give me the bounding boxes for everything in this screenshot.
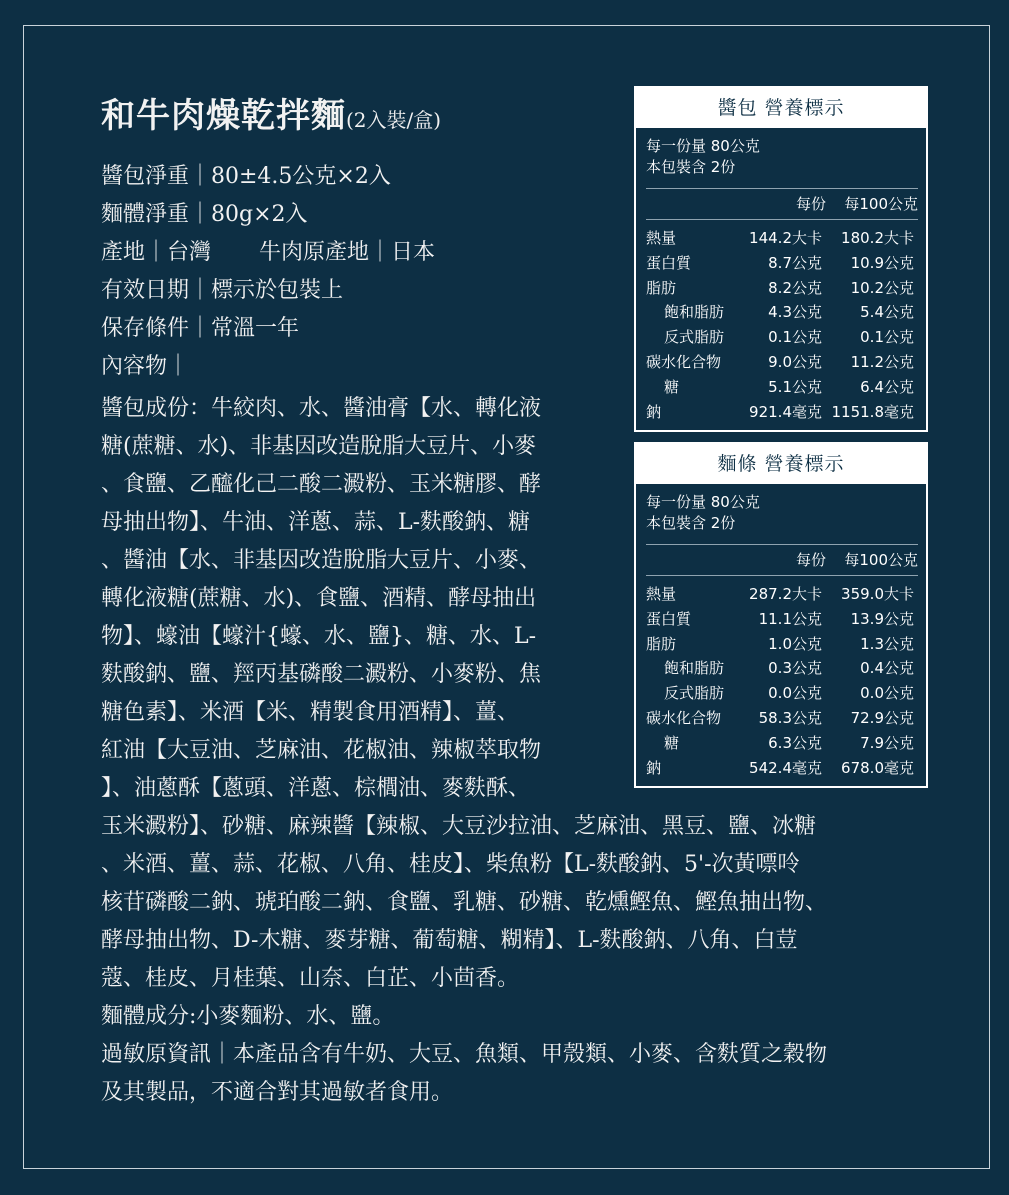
nutrition-row bbox=[646, 731, 918, 756]
nutrition-row bbox=[646, 607, 918, 632]
per-100g-value: 678.0毫克 bbox=[841, 758, 914, 777]
per-serving-value: 6.3公克 bbox=[768, 733, 822, 752]
sauce-nutrition-panel bbox=[634, 86, 928, 432]
ingredient-line: 酵母抽出物、D-木糖、麥芽糖、葡萄糖、糊精】、L-麩酸鈉、八角、白荳 bbox=[101, 928, 798, 953]
col-per-100g: 每100公克 bbox=[844, 195, 918, 213]
column-header bbox=[646, 544, 918, 576]
nutrition-row bbox=[646, 276, 918, 301]
nutrition-row bbox=[646, 375, 918, 400]
per-100g-value: 5.4公克 bbox=[860, 303, 914, 322]
ingredient-line: 】、油蔥酥【蔥頭、洋蔥、棕櫚油、麥麩酥、 bbox=[101, 776, 531, 801]
product-name: 和牛肉燥乾拌麵 bbox=[101, 96, 346, 136]
nutrition-row bbox=[646, 350, 918, 375]
nutrient-label: 飽和脂肪 bbox=[664, 659, 725, 678]
nutrition-row bbox=[646, 325, 918, 350]
col-per-100g: 每100公克 bbox=[844, 551, 918, 569]
per-serving-value: 0.0公克 bbox=[768, 684, 822, 703]
per-serving-value: 8.2公克 bbox=[768, 278, 822, 297]
per-serving-value: 921.4毫克 bbox=[749, 402, 822, 421]
ingredient-line: 糖(蔗糖、水)、非基因改造脫脂大豆片、小麥 bbox=[101, 434, 537, 459]
col-per-serving: 每份 bbox=[795, 551, 826, 569]
nutrient-label: 熱量 bbox=[646, 229, 677, 247]
nutrient-label: 飽和脂肪 bbox=[664, 303, 725, 322]
ingredient-line: 麩酸鈉、鹽、羥丙基磷酸二澱粉、小麥粉、焦 bbox=[101, 662, 542, 687]
nutrient-label: 鈉 bbox=[646, 402, 662, 421]
panel-body bbox=[636, 484, 926, 786]
ingredient-line: 轉化液糖(蔗糖、水)、食鹽、酒精、酵母抽出 bbox=[101, 586, 537, 611]
servings-per-pack: 本包裝含 2份 bbox=[646, 158, 736, 176]
ingredient-line: 物】、蠔油【蠔汁{蠔、水、鹽}、糖、水、L- bbox=[101, 624, 537, 649]
noodle-nutrition-panel bbox=[634, 442, 928, 788]
per-100g-value: 1151.8毫克 bbox=[831, 402, 914, 421]
noodle-net-weight: 麵體淨重｜80g×2入 bbox=[101, 202, 308, 227]
ingredient-line: 、米酒、薑、蒜、花椒、八角、桂皮】、柴魚粉【L-麩酸鈉、5'-次黃嘌呤 bbox=[101, 852, 800, 877]
per-100g-value: 1.3公克 bbox=[860, 634, 914, 653]
nutrient-label: 鈉 bbox=[646, 758, 662, 777]
per-serving-value: 542.4毫克 bbox=[749, 758, 822, 777]
nutrition-rows bbox=[646, 576, 918, 780]
sauce-ingredients-narrow bbox=[101, 390, 621, 808]
per-100g-value: 10.2公克 bbox=[850, 278, 914, 297]
per-serving-value: 4.3公克 bbox=[768, 303, 822, 322]
origin-line bbox=[101, 234, 435, 272]
origin: 產地｜台灣 bbox=[101, 240, 212, 265]
nutrition-row bbox=[646, 400, 918, 425]
ingredient-line: 、醬油【水、非基因改造脫脂大豆片、小麥、 bbox=[101, 548, 542, 573]
nutrient-label: 蛋白質 bbox=[646, 253, 692, 272]
per-serving-value: 0.3公克 bbox=[768, 659, 822, 678]
panel-title: 麵條 營養標示 bbox=[636, 444, 926, 484]
expiry-date: 有效日期｜標示於包裝上 bbox=[101, 278, 344, 303]
nutrition-row bbox=[646, 756, 918, 781]
nutrient-label: 反式脂肪 bbox=[664, 684, 725, 703]
per-100g-value: 10.9公克 bbox=[850, 253, 914, 272]
ingredient-line: 核苷磷酸二鈉、琥珀酸二鈉、食鹽、乳糖、砂糖、乾燻鰹魚、鰹魚抽出物、 bbox=[101, 890, 828, 915]
nutrition-row bbox=[646, 226, 918, 251]
per-serving-value: 0.1公克 bbox=[768, 328, 822, 347]
panel-body bbox=[636, 128, 926, 430]
per-100g-value: 0.1公克 bbox=[860, 328, 914, 347]
column-header bbox=[646, 188, 918, 220]
per-serving-value: 11.1公克 bbox=[758, 609, 822, 628]
nutrition-row bbox=[646, 656, 918, 681]
contents-label: 內容物｜ bbox=[101, 354, 190, 379]
nutrient-label: 脂肪 bbox=[646, 278, 677, 297]
nutrient-label: 蛋白質 bbox=[646, 609, 692, 628]
per-serving-value: 9.0公克 bbox=[768, 352, 822, 371]
per-100g-value: 11.2公克 bbox=[850, 352, 914, 371]
per-100g-value: 359.0大卡 bbox=[841, 585, 914, 603]
nutrition-row bbox=[646, 632, 918, 657]
per-serving-value: 58.3公克 bbox=[758, 708, 822, 727]
serving-size: 每一份量 80公克 bbox=[646, 137, 760, 155]
nutrient-label: 糖 bbox=[664, 733, 680, 752]
per-100g-value: 72.9公克 bbox=[850, 708, 914, 727]
nutrient-label: 脂肪 bbox=[646, 634, 677, 653]
nutrient-label: 熱量 bbox=[646, 585, 677, 603]
serving-size: 每一份量 80公克 bbox=[646, 493, 760, 511]
per-100g-value: 180.2大卡 bbox=[841, 229, 914, 247]
ingredient-line: 蔻、桂皮、月桂葉、山奈、白芷、小茴香。 bbox=[101, 966, 520, 991]
nutrition-rows bbox=[646, 220, 918, 424]
per-serving-value: 8.7公克 bbox=[768, 253, 822, 272]
nutrition-row bbox=[646, 300, 918, 325]
servings-per-pack: 本包裝含 2份 bbox=[646, 514, 736, 532]
product-pack-size: (2入裝/盒) bbox=[346, 108, 442, 132]
storage-conditions: 保存條件｜常溫一年 bbox=[101, 316, 300, 341]
ingredient-line: 紅油【大豆油、芝麻油、花椒油、辣椒萃取物 bbox=[101, 738, 542, 763]
noodle-ingredients: 麵體成分:小麥麵粉、水、鹽。 bbox=[101, 1004, 395, 1029]
nutrient-label: 碳水化合物 bbox=[646, 708, 722, 727]
ingredient-line: 醬包成份：牛絞肉、水、醬油膏【水、轉化液 bbox=[101, 396, 542, 421]
per-100g-value: 7.9公克 bbox=[860, 733, 914, 752]
nutrition-row bbox=[646, 582, 918, 607]
product-specs bbox=[101, 158, 435, 386]
per-serving-value: 1.0公克 bbox=[768, 634, 822, 653]
ingredient-line: 母抽出物】、牛油、洋蔥、蒜、L-麩酸鈉、糖 bbox=[101, 510, 531, 535]
ingredient-line: 糖色素】、米酒【米、精製食用酒精】、薑、 bbox=[101, 700, 520, 725]
panel-title: 醬包 營養標示 bbox=[636, 88, 926, 128]
nutrient-label: 反式脂肪 bbox=[664, 328, 725, 347]
per-serving-value: 287.2大卡 bbox=[749, 585, 822, 603]
col-per-serving: 每份 bbox=[795, 195, 826, 213]
per-100g-value: 0.4公克 bbox=[860, 659, 914, 678]
allergen-info-line: 及其製品，不適合對其過敏者食用。 bbox=[101, 1080, 454, 1105]
allergen-info-line: 過敏原資訊｜本產品含有牛奶、大豆、魚類、甲殼類、小麥、含麩質之穀物 bbox=[101, 1042, 828, 1067]
per-100g-value: 13.9公克 bbox=[850, 609, 914, 628]
ingredient-line: 玉米澱粉】、砂糖、麻辣醬【辣椒、大豆沙拉油、芝麻油、黑豆、鹽、冰糖 bbox=[101, 814, 817, 839]
sauce-net-weight: 醬包淨重｜80±4.5公克×2入 bbox=[101, 164, 391, 189]
nutrition-row bbox=[646, 681, 918, 706]
per-100g-value: 6.4公克 bbox=[860, 377, 914, 396]
nutrition-row bbox=[646, 706, 918, 731]
per-serving-value: 5.1公克 bbox=[768, 377, 822, 396]
beef-origin: 牛肉原產地｜日本 bbox=[259, 240, 436, 265]
nutrition-row bbox=[646, 251, 918, 276]
per-serving-value: 144.2大卡 bbox=[749, 229, 822, 247]
nutrient-label: 糖 bbox=[664, 377, 680, 396]
product-title bbox=[101, 88, 441, 137]
per-100g-value: 0.0公克 bbox=[860, 684, 914, 703]
nutrient-label: 碳水化合物 bbox=[646, 352, 722, 371]
ingredient-line: 、食鹽、乙醯化己二酸二澱粉、玉米糖膠、酵 bbox=[101, 472, 542, 497]
